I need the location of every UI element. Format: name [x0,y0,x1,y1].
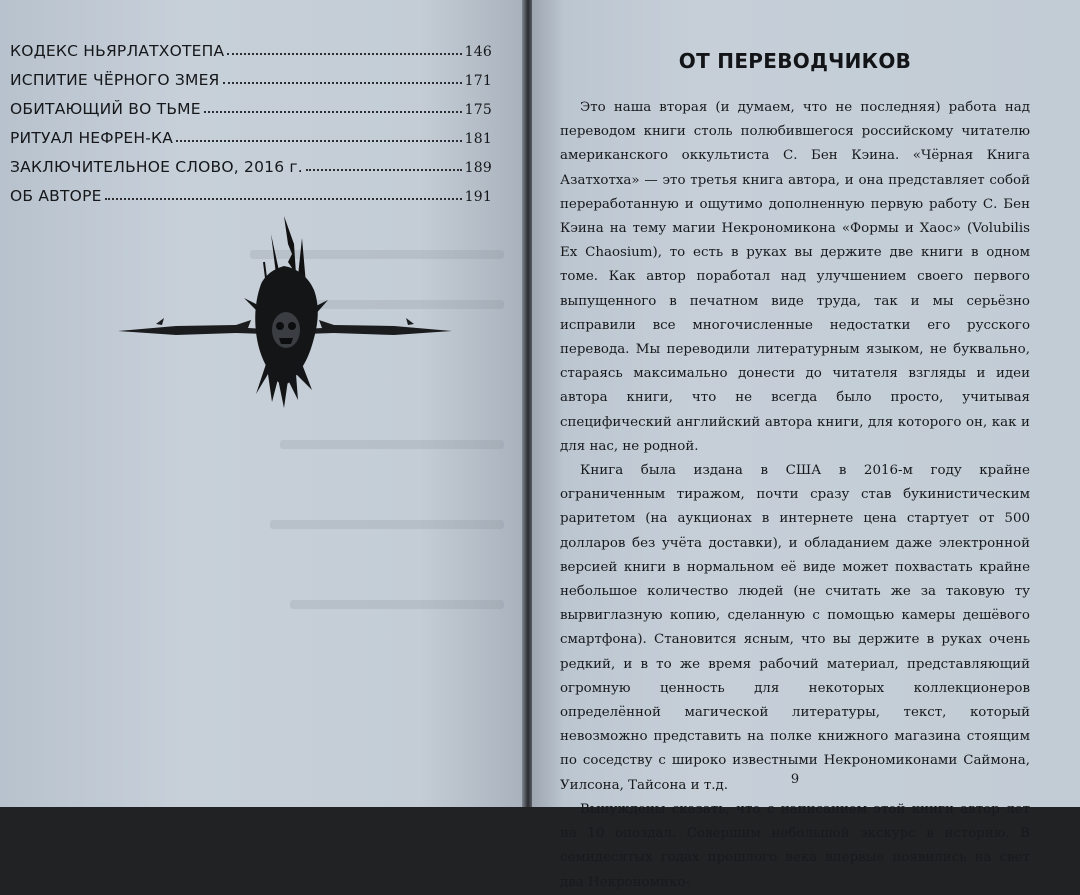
paragraph: Книга была издана в США в 2016-м году крайне ограниченным тиражом, почти сразу став букинистическим раритетом (на аукционах в интернете цена стартует от 500 долларов без учёта доставки), и обладанием даже электронной версией книги в нормальном её виде может похвастать крайне небольшое количество людей (не считать же за таковую ту вырвиглазную копию, сделанную с помощью камеры дешёвого смартфона). Становится ясным, что вы держите в руках очень редкий, и в то же время рабочий материал, представляющий огромную ценность для некоторых коллекционеров определённой магической литературы, текст, который невозможно представить на полке книжного магазина стоящим по соседству с широко известными Некрономиконами Саймона, Уилсона, Тайсона и т.д. [560,463,1030,793]
section-heading: ОТ ПЕРЕВОДЧИКОВ [678,49,912,73]
table-of-contents [10,31,492,205]
toc-leader-dots [223,81,462,84]
toc-entry-title: РИТУАЛ НЕФРЕН-КА [10,129,174,147]
toc-entry-title: КОДЕКС НЬЯРЛАТХОТЕПА [10,42,225,60]
toc-leader-dots [105,197,462,200]
toc-entry-page: 189 [464,160,492,176]
toc-entry-page: 175 [464,102,492,118]
toc-leader-dots [227,52,461,55]
show-through [290,600,504,609]
show-through [270,520,504,529]
toc-entry [10,89,492,118]
show-through [280,440,504,449]
toc-leader-dots [176,139,462,142]
toc-entry-title: ОБИТАЮЩИЙ ВО ТЬМЕ [10,100,201,118]
toc-leader-dots [306,168,462,171]
toc-entry-page: 171 [464,73,492,89]
page-number: 9 [790,772,800,787]
toc-entry-page: 146 [464,44,492,60]
toc-entry-page: 181 [464,131,492,147]
toc-entry [10,147,492,176]
toc-leader-dots [204,110,462,113]
paragraph: Вынуждены сказать, что с написанием этой книги автор лет на 10 опоздал. Совершим небольшой экскурс в историю. В семидесятых годах прошлого века впервые появились на свет два Некрономико- [560,801,1030,890]
toc-entry-title: ЗАКЛЮЧИТЕЛЬНОЕ СЛОВО, 2016 г. [10,158,303,176]
paragraph: Это наша вторая (и думаем, что не последняя) работа над переводом книги столь полюбившегося российскому читателю американского оккультиста С. Бен Кэина. «Чёрная Книга Азатхотха» — это третья книга автора, и она представляет собой переработанную и ощутимо дополненную первую работу С. Бен Кэина на тему магии Некрономикона «Формы и Хаос» (Volubilis Ex Chaosium), то есть в руках вы держите две книги в одном томе. Как автор поработал над улучшением своего первого выпущенного в печатном виде труда, так и мы серьёзно исправили все многочисленные недостатки его русского перевода. Мы переводили литературным языком, не буквально, стараясь максимально донести до читателя взгляды и идеи автора книги, что не всегда было просто, учитывая специфический английский автора книги, для которого он, как и для нас, не родной. [560,100,1030,454]
tower-ornament-icon [116,214,454,410]
toc-entry [10,118,492,147]
toc-entry-page: 191 [464,189,492,205]
toc-entry-title: ИСПИТИЕ ЧЁРНОГО ЗМЕЯ [10,71,220,89]
toc-entry [10,60,492,89]
toc-entry [10,176,492,205]
toc-entry-title: ОБ АВТОРЕ [10,187,102,205]
toc-entry [10,31,492,60]
